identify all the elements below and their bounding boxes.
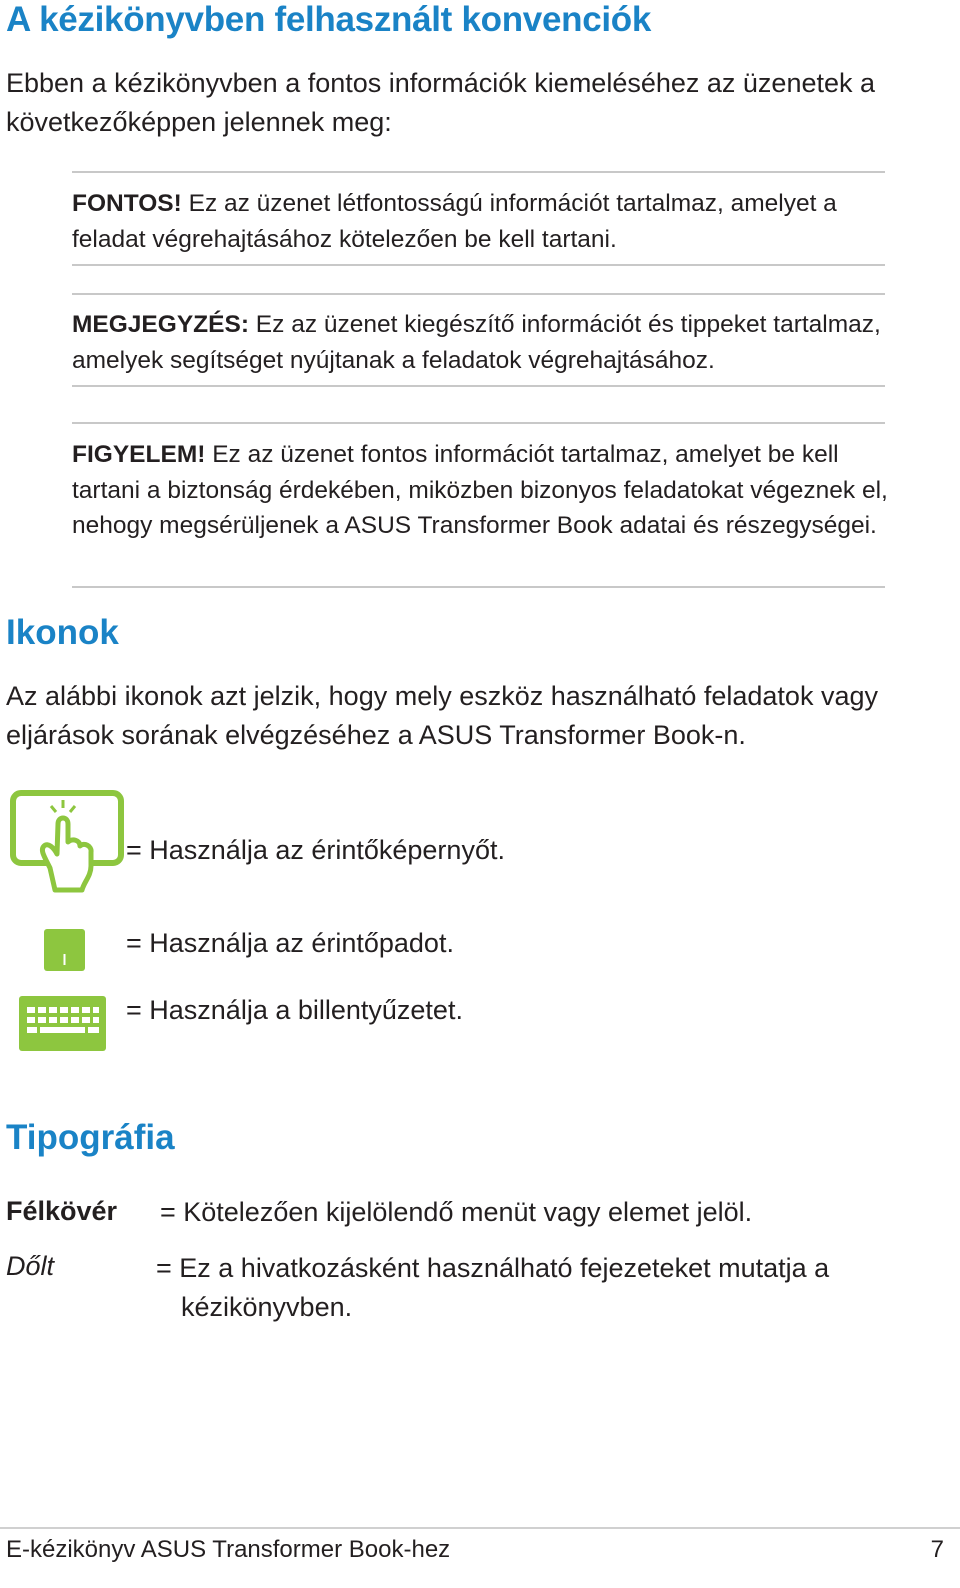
typo-bold-text: = Kötelezően kijelölendő menüt vagy elemet jelöl. — [160, 1197, 753, 1227]
typo-italic-text: = Ez a hivatkozásként használható fejezeteket mutatja a kézikönyvben. — [156, 1253, 830, 1322]
note-remark — [72, 307, 892, 378]
note-warning — [72, 437, 892, 544]
intro-text: Ebben a kézikönyvben a fontos információk kiemeléséhez az üzenetek a következőképpen jelennek meg: — [6, 68, 876, 137]
touchscreen-icon — [10, 790, 124, 894]
note-text: Ez az üzenet fontos információt tartalmaz, amelyet be kell tartani a biztonság érdekében, miközben bizonyos feladatokat végeznek el, nehogy megsérüljenek a ASUS Transformer Book adatai és részegységei. — [72, 441, 888, 539]
icons-heading: Ikonok — [6, 613, 119, 652]
keyboard-icon — [19, 996, 106, 1051]
note-label: MEGJEGYZÉS: — [72, 311, 249, 338]
divider — [72, 171, 885, 173]
page-number: 7 — [930, 1536, 944, 1563]
touchpad-icon — [44, 929, 85, 971]
keyboard-label: = Használja a billentyűzetet. — [126, 995, 463, 1025]
typography-heading: Tipográfia — [6, 1118, 175, 1157]
touchscreen-label: = Használja az érintőképernyőt. — [126, 835, 505, 865]
typo-italic-label: Dőlt — [6, 1251, 55, 1281]
note-label: FONTOS! — [72, 190, 182, 217]
divider — [72, 264, 885, 266]
footer-divider — [0, 1527, 960, 1529]
touchpad-label: = Használja az érintőpadot. — [126, 928, 454, 958]
footer-text: E-kézikönyv ASUS Transformer Book-hez — [6, 1536, 451, 1563]
divider — [72, 293, 885, 295]
note-text: Ez az üzenet létfontosságú információt tartalmaz, amelyet a feladat végrehajtásához kötelezően be kell tartani. — [72, 190, 837, 253]
divider — [72, 586, 885, 588]
icons-paragraph: Az alábbi ikonok azt jelzik, hogy mely eszköz használható feladatok vagy eljárások sorának elvégzéséhez a ASUS Transformer Book-n. — [6, 681, 878, 750]
typo-bold-label: Félkövér — [6, 1196, 118, 1226]
page-title: A kézikönyvben felhasznált konvenciók — [6, 0, 652, 39]
note-important — [72, 186, 892, 257]
divider — [72, 385, 885, 387]
note-label: FIGYELEM! — [72, 441, 206, 468]
divider — [72, 422, 885, 424]
note-text: Ez az üzenet kiegészítő információt és tippeket tartalmaz, amelyek segítséget nyújtanak a feladatok végrehajtásához. — [72, 311, 881, 374]
